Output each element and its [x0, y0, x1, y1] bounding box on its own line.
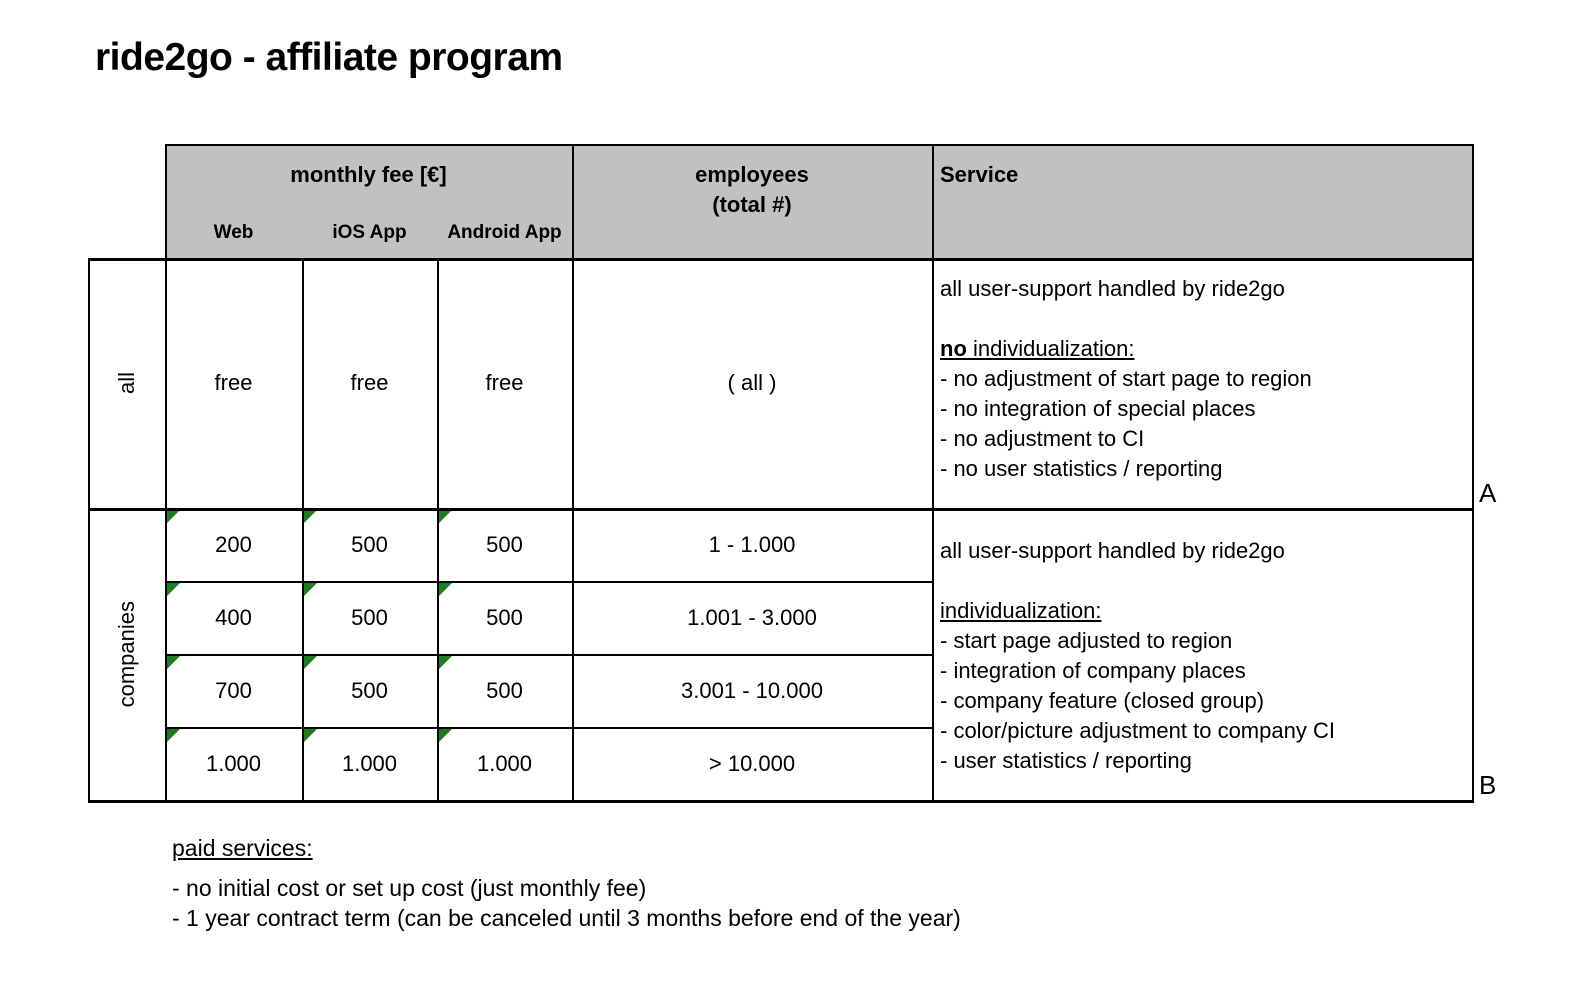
service-companies-item: - integration of company places: [940, 658, 1246, 683]
service-companies-item: - start page adjusted to region: [940, 628, 1233, 653]
cell-note-triangle-icon: [304, 510, 317, 523]
cell-note-triangle-icon: [167, 583, 180, 596]
line-header-top: [165, 144, 1474, 146]
service-all-item: - no user statistics / reporting: [940, 456, 1223, 481]
header-service: Service: [940, 162, 1019, 187]
cell-note-triangle-icon: [167, 729, 180, 742]
service-companies-heading: individualization:: [940, 598, 1102, 623]
cell-note-triangle-icon: [167, 510, 180, 523]
header-monthly-fee: monthly fee [€]: [290, 162, 447, 187]
footer-item: - no initial cost or set up cost (just monthly fee): [172, 875, 647, 901]
line-label-col: [165, 144, 167, 803]
line-row-divider: [165, 581, 932, 583]
fee-companies-r2-web: 400: [215, 604, 252, 630]
line-row-divider: [165, 654, 932, 656]
header-employees-line1: employees: [695, 162, 809, 187]
header-employees: [572, 162, 932, 218]
fee-all-web: free: [214, 370, 253, 395]
cell-note-triangle-icon: [304, 729, 317, 742]
cell-note-triangle-icon: [439, 656, 452, 669]
service-all-intro: all user-support handled by ride2go: [940, 276, 1285, 301]
cell-note-triangle-icon: [304, 583, 317, 596]
cell-note-triangle-icon: [439, 583, 452, 596]
fee-all-android: free: [485, 370, 524, 395]
section-marker-b: B: [1479, 770, 1497, 800]
service-all-item: - no adjustment of start page to region: [940, 366, 1312, 391]
line-col-web-ios: [302, 258, 304, 803]
header-col-android-app: Android App: [447, 222, 562, 243]
line-col-android-employees: [572, 144, 574, 803]
row-group-label-companies: companies: [113, 600, 139, 708]
footer-item: - 1 year contract term (can be canceled until 3 months before end of the year): [172, 905, 961, 931]
header-col-ios-app: iOS App: [332, 222, 407, 243]
employees-companies-r4: > 10.000: [708, 750, 796, 776]
service-companies-spacer: [940, 566, 1465, 596]
service-all-heading: no individualization:: [940, 336, 1135, 361]
cell-note-triangle-icon: [439, 510, 452, 523]
employees-companies-r2: 1.001 - 3.000: [687, 604, 817, 630]
employees-companies-r1: 1 - 1.000: [708, 531, 796, 557]
service-companies-item: - color/picture adjustment to company CI: [940, 718, 1335, 743]
line-row-divider: [165, 727, 932, 729]
fee-all-ios: free: [350, 370, 389, 395]
header-employees-line2: (total #): [712, 192, 792, 217]
employees-all: ( all ): [727, 370, 777, 395]
service-all-item: - no integration of special places: [940, 396, 1256, 421]
line-header-bottom: [88, 258, 1474, 261]
fee-companies-r3-android: 500: [486, 677, 523, 703]
cell-note-triangle-icon: [304, 656, 317, 669]
service-companies-item: - company feature (closed group): [940, 688, 1265, 713]
fee-companies-r4-ios: 1.000: [341, 750, 398, 776]
fee-companies-r1-android: 500: [486, 531, 523, 557]
line-right-border: [1472, 144, 1474, 803]
footer-heading: paid services:: [172, 835, 313, 861]
section-marker-a: A: [1479, 478, 1497, 508]
row-group-label-all: all: [113, 371, 139, 394]
fee-companies-r2-android: 500: [486, 604, 523, 630]
service-companies-intro: all user-support handled by ride2go: [940, 538, 1285, 563]
service-companies-cell: [940, 536, 1465, 776]
line-col-ios-android: [437, 258, 439, 803]
line-col-employees-service: [932, 144, 934, 803]
line-section-divider: [88, 508, 1474, 511]
service-companies-item: - user statistics / reporting: [940, 748, 1192, 773]
service-all-cell: [940, 274, 1465, 484]
header-col-web: Web: [213, 222, 254, 243]
cell-note-triangle-icon: [167, 656, 180, 669]
employees-companies-r3: 3.001 - 10.000: [681, 677, 823, 703]
service-all-item: - no adjustment to CI: [940, 426, 1145, 451]
cell-note-triangle-icon: [439, 729, 452, 742]
page-title: ride2go - affiliate program: [95, 36, 563, 79]
pricing-table: [88, 144, 1497, 806]
fee-companies-r3-ios: 500: [351, 677, 388, 703]
fee-companies-r3-web: 700: [215, 677, 252, 703]
fee-companies-r1-web: 200: [215, 531, 252, 557]
line-table-bottom: [88, 800, 1474, 803]
service-all-spacer: [940, 304, 1465, 334]
line-left-border: [88, 258, 90, 803]
fee-companies-r4-web: 1.000: [205, 750, 262, 776]
fee-companies-r4-android: 1.000: [476, 750, 533, 776]
fee-companies-r2-ios: 500: [351, 604, 388, 630]
fee-companies-r1-ios: 500: [351, 531, 388, 557]
